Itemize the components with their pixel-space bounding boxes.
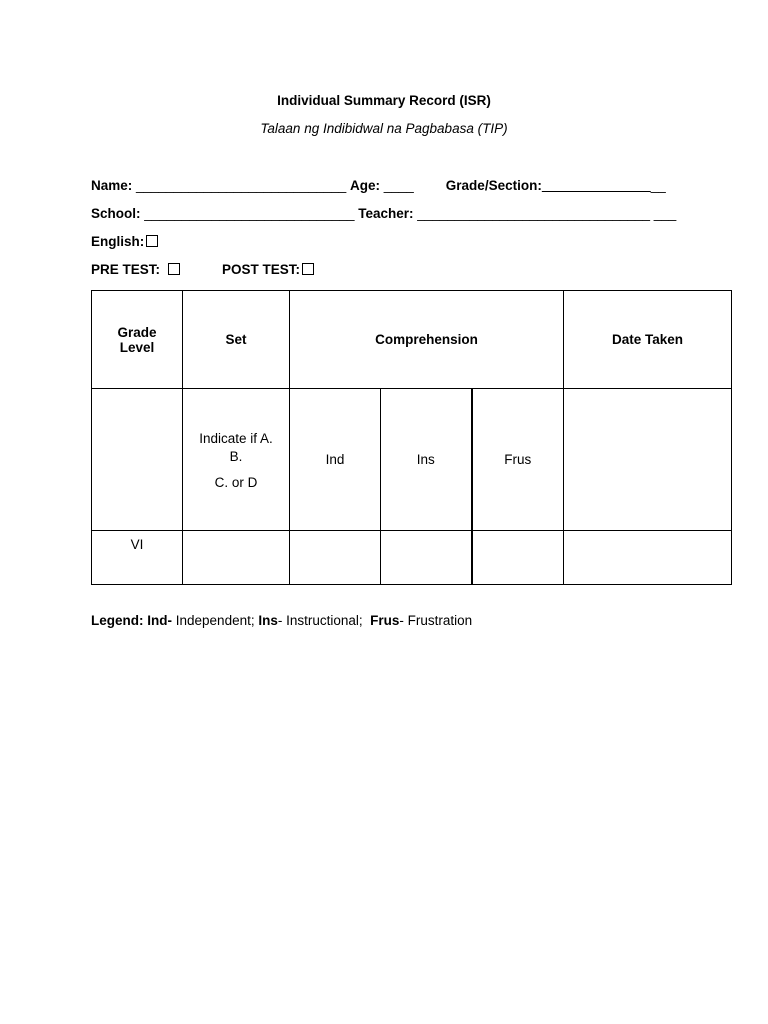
pre-test-checkbox[interactable] <box>168 263 180 275</box>
date-taken-header: Date Taken <box>564 291 732 389</box>
set-note-cell <box>183 389 290 531</box>
document-subtitle: Talaan ng Indibidwal na Pagbabasa (TIP) <box>260 121 508 136</box>
school-label: School: <box>91 206 141 221</box>
legend-ind-key: Ind- <box>147 613 173 628</box>
grade-section-tail: __ <box>650 178 666 193</box>
post-test-checkbox[interactable] <box>302 263 314 275</box>
subheader-row <box>92 389 732 531</box>
legend-frus-key: Frus <box>370 613 400 628</box>
school-field[interactable]: ____________________________ <box>140 206 359 221</box>
grade-section-field[interactable]: ______________ <box>541 178 651 193</box>
ind-header: Ind <box>290 389 381 531</box>
legend <box>91 613 472 628</box>
legend-frus-value: - Frustration <box>399 613 473 628</box>
test-row <box>91 262 314 277</box>
name-field[interactable]: ____________________________ <box>132 178 350 193</box>
pre-test-label: PRE TEST: <box>91 262 161 277</box>
comprehension-header: Comprehension <box>290 291 564 389</box>
date-taken-subcell <box>564 389 732 531</box>
set-note-line2: C. or D <box>214 474 258 490</box>
school-row <box>91 206 676 221</box>
english-label: English: <box>91 234 145 249</box>
legend-ins-value: - Instructional; <box>277 613 371 628</box>
date-taken-cell[interactable] <box>564 531 732 585</box>
post-test-label: POST TEST: <box>222 262 301 277</box>
frus-cell[interactable] <box>472 531 564 585</box>
grade-level-subcell <box>92 389 183 531</box>
legend-ins-key: Ins <box>258 613 278 628</box>
teacher-field[interactable]: _______________________________ ___ <box>413 206 677 221</box>
age-label: Age: <box>350 178 380 193</box>
age-field[interactable]: ____ <box>380 178 414 193</box>
set-cell[interactable] <box>183 531 290 585</box>
set-note-line1: Indicate if A. B. <box>199 430 273 464</box>
document-title: Individual Summary Record (ISR) <box>277 93 491 108</box>
ins-header: Ins <box>381 389 472 531</box>
teacher-label: Teacher: <box>358 206 414 221</box>
english-row <box>91 234 158 249</box>
ins-cell[interactable] <box>381 531 472 585</box>
grade-level-cell[interactable]: VI <box>92 531 183 585</box>
grade-section-label: Grade/Section: <box>445 178 542 193</box>
set-header: Set <box>183 291 290 389</box>
grade-level-header-text: Grade Level <box>117 324 157 355</box>
grade-level-header <box>92 291 183 389</box>
ind-cell[interactable] <box>290 531 381 585</box>
legend-label: Legend: <box>91 613 144 628</box>
table-row <box>92 531 732 585</box>
summary-table <box>91 290 732 585</box>
name-label: Name: <box>91 178 133 193</box>
english-checkbox[interactable] <box>146 235 158 247</box>
header-row <box>92 291 732 389</box>
legend-ind-value: Independent; <box>172 613 259 628</box>
name-row <box>91 178 666 193</box>
frus-header: Frus <box>472 389 564 531</box>
